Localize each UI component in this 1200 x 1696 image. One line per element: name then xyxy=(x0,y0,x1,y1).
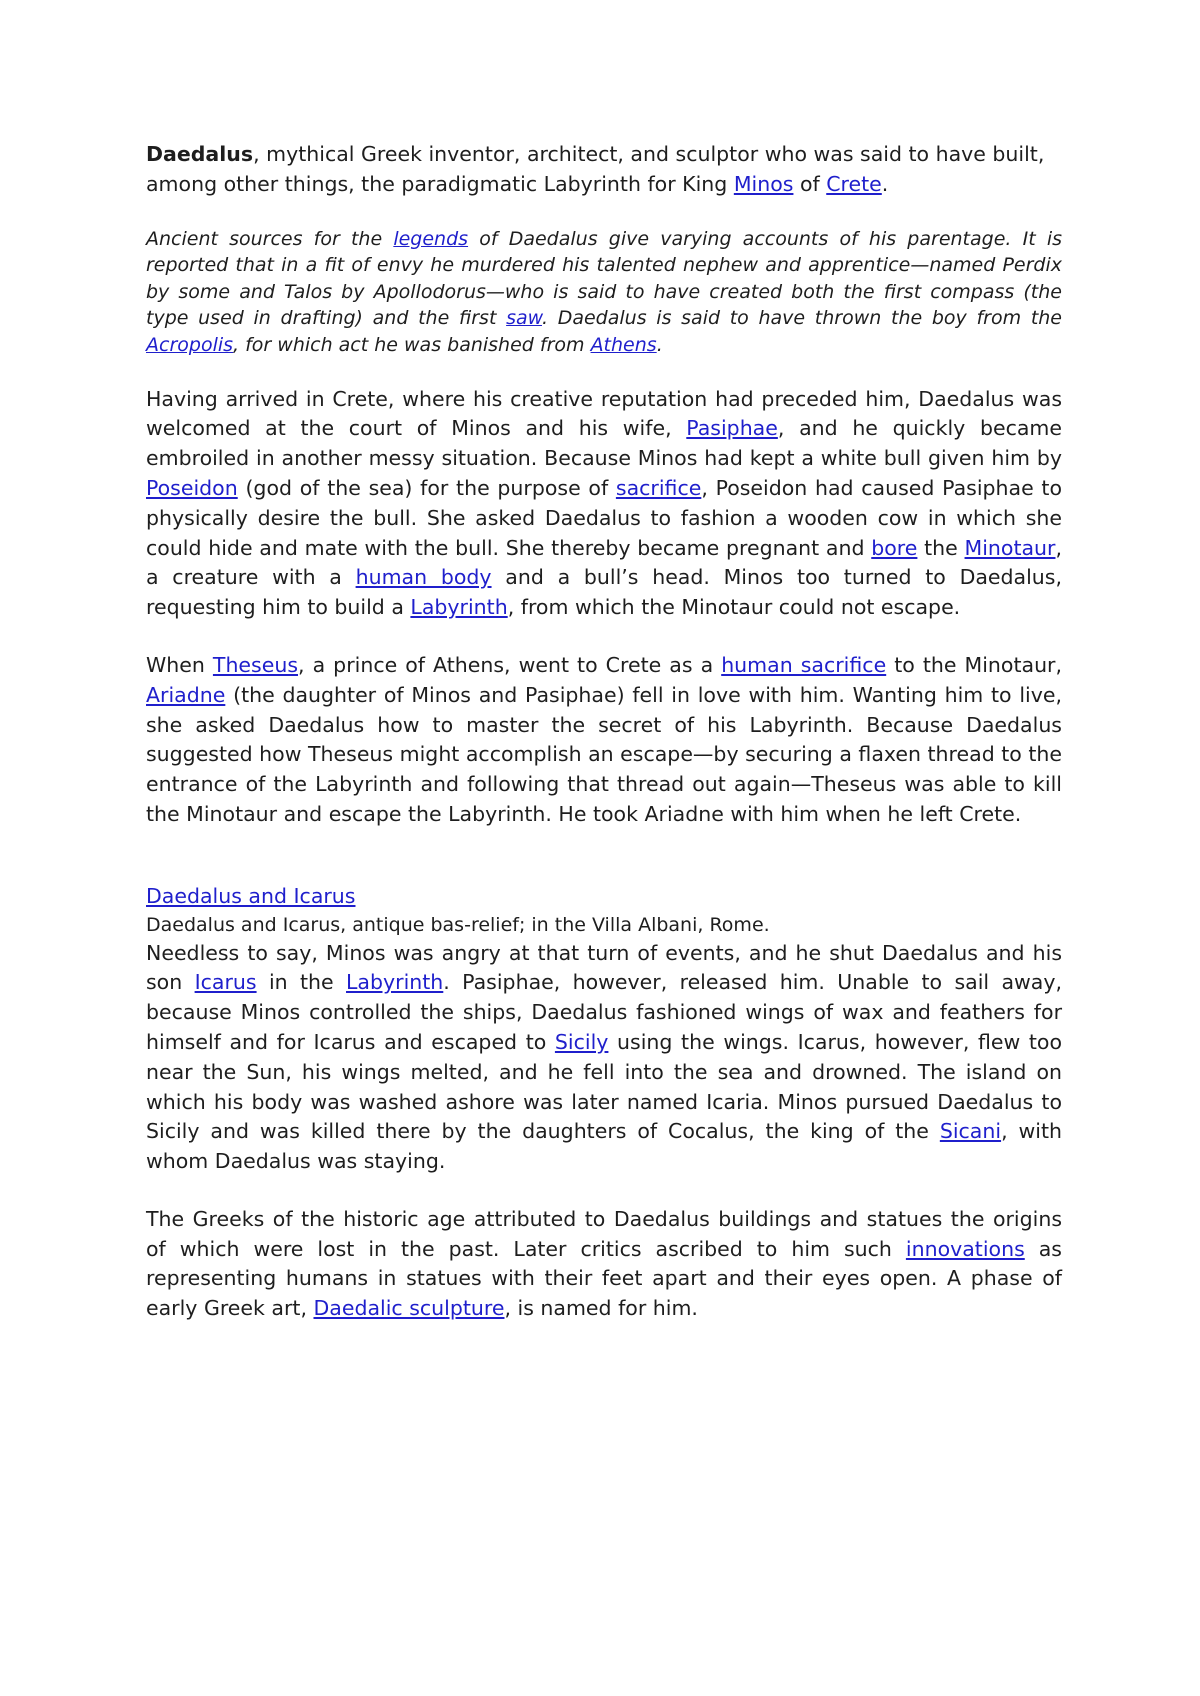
link-minotaur[interactable]: Minotaur xyxy=(964,535,1056,560)
link-labyrinth[interactable]: Labyrinth xyxy=(410,595,508,620)
link-minos[interactable]: Minos xyxy=(733,171,794,196)
image-caption: Daedalus and Icarus, antique bas-relief; in the Villa Albani, Rome. xyxy=(146,913,770,936)
link-human-sacrifice[interactable]: human sacrifice xyxy=(721,652,887,677)
link-theseus[interactable]: Theseus xyxy=(212,652,299,677)
legacy-paragraph: The Greeks of the historic age attributed to Daedalus buildings and statues the origins of which were lost in the past. Later critics ascribed to him such innovations as representing humans in statues with their feet apart and their eyes open. A phase of early Greek art, Daedalic sculpture, is named for him. xyxy=(146,1206,1062,1321)
link-athens[interactable]: Athens xyxy=(590,333,657,356)
crete-paragraph: Having arrived in Crete, where his creative reputation had preceded him, Daedalus was welcomed at the court of Minos and his wife, Pasiphae, and he quickly became embroiled in another messy situation. Because Minos had kept a white bull given him by Poseidon (god of the sea) for the purpose of sacrifice, Poseidon had caused Pasiphae to physically desire the bull. She asked Daedalus to fashion a wooden cow in which she could hide and mate with the bull. She thereby became pregnant and bore the Minotaur, a creature with a human body and a bull’s head. Minos too turned to Daedalus, requesting him to build a Labyrinth, from which the Minotaur could not escape. xyxy=(146,386,1063,620)
parentage-paragraph: Ancient sources for the legends of Daedalus give varying accounts of his parentage. It is reported that in a fit of envy he murdered his talented nephew and apprentice—named Perdix by some and Talos by Apollodorus—who is said to have created both the first compass (the type used in drafting) and the first saw. Daedalus is said to have thrown the boy from the Acropolis, for which act he was banished from Athens. xyxy=(146,227,1062,356)
article-title: Daedalus xyxy=(146,142,254,166)
link-saw[interactable]: saw xyxy=(506,307,542,330)
link-labyrinth-2[interactable]: Labyrinth xyxy=(346,970,444,995)
link-sicily[interactable]: Sicily xyxy=(554,1029,609,1054)
link-icarus[interactable]: Icarus xyxy=(194,970,257,995)
link-human-body[interactable]: human body xyxy=(355,565,492,590)
link-acropolis[interactable]: Acropolis xyxy=(146,333,234,356)
icarus-paragraph: Needless to say, Minos was angry at that turn of events, and he shut Daedalus and his son Icarus in the Labyrinth. Pasiphae, however, released him. Unable to sail away, because Minos controlled the ships, Daedalus fashioned wings of wax and feathers for himself and for Icarus and escaped to Sicily using the wings. Icarus, however, flew too near the Sun, his wings melted, and he fell into the sea and drowned. The island on which his body was washed ashore was later named Icaria. Minos pursued Daedalus to Sicily and was killed there by the daughters of Cocalus, the king of the Sicani, with whom Daedalus was staying. xyxy=(146,940,1063,1174)
link-pasiphae[interactable]: Pasiphae xyxy=(686,416,778,441)
theseus-paragraph: When Theseus, a prince of Athens, went to Crete as a human sacrifice to the Minotaur, Ariadne (the daughter of Minos and Pasiphae) fell in love with him. Wanting him to live, she asked Daedalus how to master the secret of his Labyrinth. Because Daedalus suggested how Theseus might accomplish an escape—by securing a flaxen thread to the entrance of the Labyrinth and following that thread out again—Theseus was able to kill the Minotaur and escape the Labyrinth. He took Ariadne with him when he left Crete. xyxy=(146,652,1063,826)
link-innovations[interactable]: innovations xyxy=(905,1236,1025,1261)
image-caption-block xyxy=(146,882,1062,939)
intro-paragraph: Daedalus, mythical Greek inventor, architect, and sculptor who was said to have built, among other things, the paradigmatic Labyrinth for King Minos of Crete. xyxy=(146,142,1045,196)
link-sicani[interactable]: Sicani xyxy=(939,1119,1002,1144)
link-ariadne[interactable]: Ariadne xyxy=(146,682,226,707)
link-poseidon[interactable]: Poseidon xyxy=(146,475,238,500)
link-crete[interactable]: Crete xyxy=(826,171,882,196)
link-legends[interactable]: legends xyxy=(393,227,469,250)
link-bore[interactable]: bore xyxy=(871,535,918,560)
link-sacrifice[interactable]: sacrifice xyxy=(615,475,702,500)
link-daedalus-and-icarus[interactable]: Daedalus and Icarus xyxy=(146,883,356,908)
document-page xyxy=(146,140,1062,1352)
link-daedalic-sculpture[interactable]: Daedalic sculpture xyxy=(313,1296,505,1321)
